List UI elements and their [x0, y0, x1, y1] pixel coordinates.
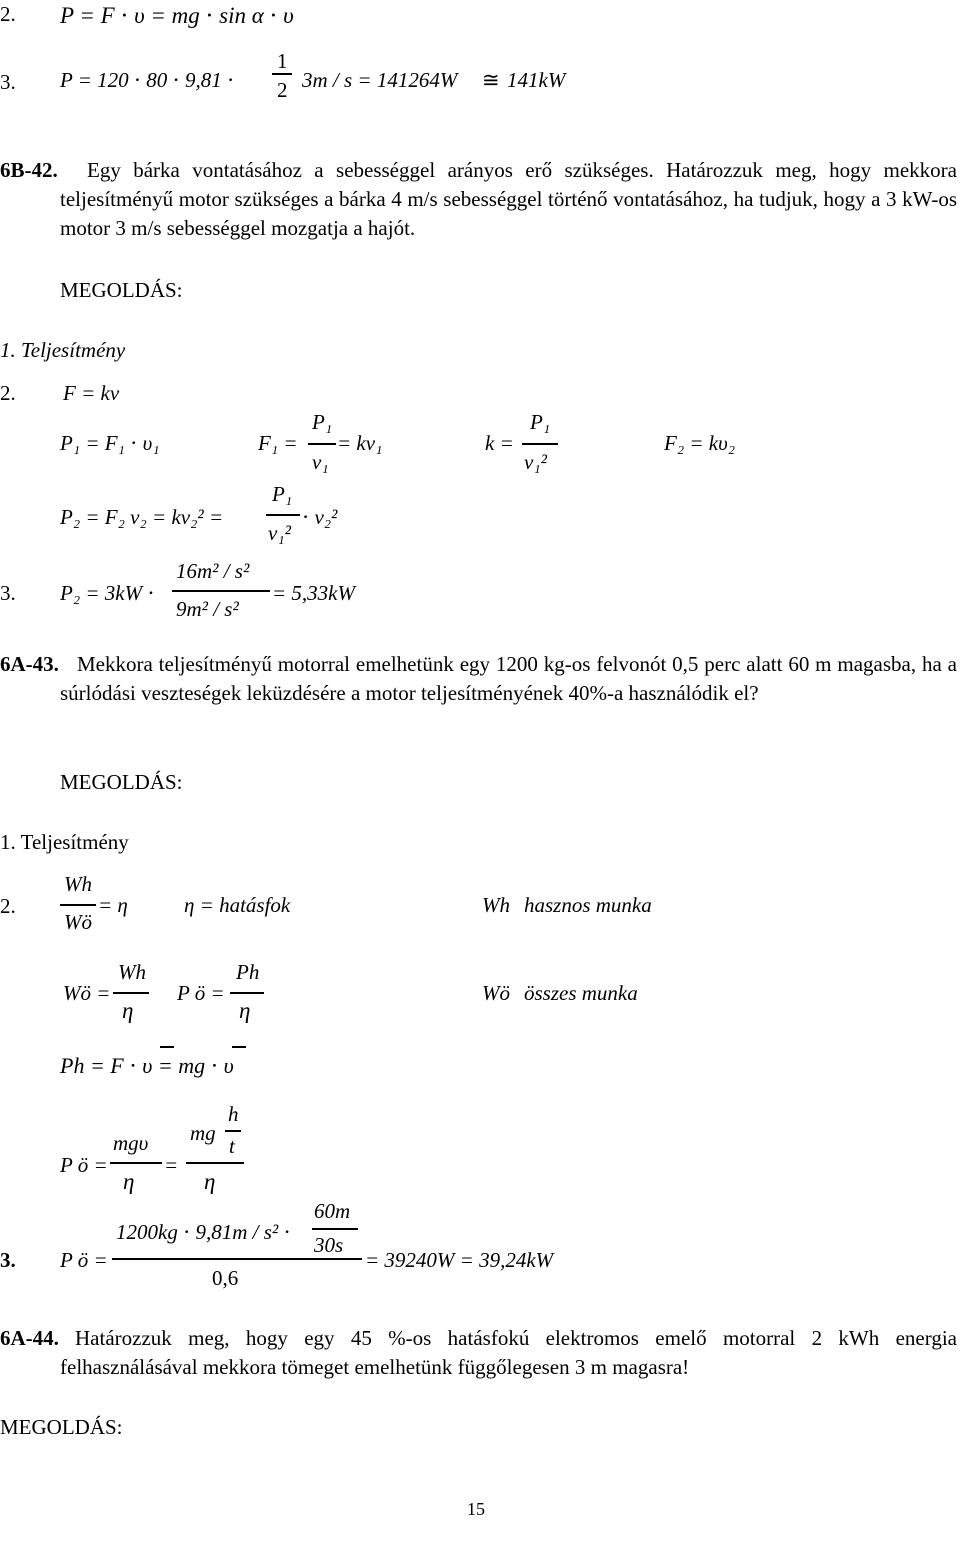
inner-fraction-numerator: h — [228, 1102, 239, 1126]
fraction-bar — [172, 590, 270, 592]
problem-id: 6A-44. — [0, 1326, 59, 1350]
item-number: 3. — [0, 70, 16, 94]
item-number: 2. — [0, 894, 16, 918]
overline-mark — [160, 1046, 174, 1048]
fraction-bar — [112, 1258, 362, 1260]
fraction-numerator: P₁ — [272, 482, 293, 506]
eq-k-lhs: k = — [485, 431, 514, 455]
fraction-numerator: mg — [190, 1121, 216, 1145]
overline-mark — [232, 1046, 246, 1048]
inner-fraction-numerator: 60m — [314, 1199, 351, 1223]
wo-symbol: Wö — [482, 981, 510, 1005]
fraction-bar — [272, 73, 292, 75]
fraction-denominator: η — [123, 1169, 135, 1194]
inner-fraction-denominator: 30s — [314, 1233, 344, 1257]
solution-label: MEGOLDÁS: — [0, 1415, 123, 1439]
problem-text: Egy bárka vontatásához a sebességgel arányos erő szükséges. Határozzuk meg, hogy mekkora teljesítményű motor szükséges a bárka 4 m/s sebességgel történő vontatásához, ha tudjuk, hogy a 3 kW-os motor 3 m/s sebességgel mozgatja a hajót. — [60, 158, 957, 240]
fraction-numerator: Wh — [64, 872, 92, 896]
fraction-numerator: P₁ — [530, 410, 551, 434]
fraction-numerator: 16m² / s² — [176, 559, 250, 583]
fraction-denominator: η — [122, 998, 134, 1023]
po2-lhs: P ö = — [60, 1153, 108, 1177]
power-result: 141kW — [507, 68, 566, 92]
eq-p2-lhs: P₂ = F₂ v₂ = kv₂² = — [60, 505, 224, 529]
item-number: 3. — [0, 581, 16, 605]
fraction-denominator: v₁ — [312, 450, 329, 474]
fraction-bar — [110, 1162, 162, 1164]
power-formula: P = F ⋅ υ = mg ⋅ sin α ⋅ υ — [60, 3, 294, 28]
eq-p1: P₁ = F₁ ⋅ υ₁ — [60, 431, 160, 455]
fraction-denominator: v₁² — [268, 521, 291, 545]
equals-sign: = — [164, 1153, 179, 1177]
eta-equation: = η — [98, 893, 128, 917]
wo-definition: összes munka — [524, 981, 638, 1005]
eta-definition: η = hatásfok — [184, 893, 291, 917]
step3-lhs: P ö = — [60, 1248, 108, 1272]
page-number: 15 — [467, 1499, 485, 1519]
eq-p2-rhs: ⋅ v₂² — [302, 505, 338, 529]
fraction-bar — [308, 443, 336, 445]
fraction-denominator: η — [239, 998, 251, 1023]
item-number: 2. — [0, 381, 16, 405]
step-1: 1. Teljesítmény — [0, 338, 126, 362]
fraction-bar — [225, 1130, 241, 1132]
power-calc-rhs: 3m / s = 141264W — [302, 68, 458, 92]
fraction-bar — [113, 992, 149, 994]
step3-rhs: = 5,33kW — [272, 581, 355, 605]
wh-symbol: Wh — [482, 893, 510, 917]
po-lhs: P ö = — [177, 981, 225, 1005]
eq-f2: F₂ = kυ₂ — [664, 431, 736, 455]
fraction-numerator: Ph — [236, 960, 260, 984]
fraction-bar — [230, 992, 264, 994]
fraction-bar — [186, 1162, 244, 1164]
fraction-denominator: Wö — [64, 910, 92, 934]
approx-symbol: ≅ — [482, 68, 500, 92]
problem-text: Határozzuk meg, hogy egy 45 %-os hatásfokú elektromos emelő motorral 2 kWh energia felhasználásával mekkora tömeget emelhetünk függőlegesen 3 m magasra! — [60, 1326, 957, 1379]
problem-id: 6A-43. — [0, 652, 59, 676]
item-number: 3. — [0, 1248, 16, 1272]
fraction-denominator: η — [204, 1169, 216, 1194]
fraction-denominator: v₁² — [524, 450, 547, 474]
inner-fraction-denominator: t — [229, 1134, 235, 1158]
fraction-numerator: Wh — [118, 960, 146, 984]
problem-id: 6B-42. — [0, 158, 58, 182]
fraction-bar — [266, 514, 300, 516]
ph-formula: Ph = F ⋅ υ = mg ⋅ υ — [60, 1053, 234, 1078]
eq-f1-rhs: = kv₁ — [337, 431, 383, 455]
solution-label: MEGOLDÁS: — [60, 770, 183, 794]
fraction-numerator: 1 — [277, 49, 288, 73]
item-number: 2. — [0, 2, 16, 26]
fraction-bar — [522, 443, 558, 445]
fraction-numerator: mgυ — [113, 1131, 149, 1155]
fraction-bar — [60, 904, 96, 906]
fraction-numerator: P₁ — [312, 410, 333, 434]
wh-definition: hasznos munka — [524, 893, 652, 917]
fraction-denominator: 0,6 — [212, 1266, 239, 1290]
wo-lhs: Wö = — [63, 981, 111, 1005]
step3-rhs: = 39240W = 39,24kW — [365, 1248, 554, 1272]
force-formula: F = kv — [63, 381, 120, 405]
fraction-numerator: 1200kg ⋅ 9,81m / s² ⋅ — [116, 1220, 291, 1244]
problem-text: Mekkora teljesítményű motorral emelhetünk egy 1200 kg-os felvonót 0,5 perc alatt 60 m magasba, ha a súrlódási veszteségek leküzdésére a motor teljesítményének 40%-a használódik el? — [60, 652, 957, 705]
fraction-denominator: 2 — [277, 78, 288, 102]
solution-label: MEGOLDÁS: — [60, 278, 183, 302]
step3-lhs: P₂ = 3kW ⋅ — [60, 581, 155, 605]
step-1: 1. Teljesítmény — [0, 830, 129, 854]
power-calc-lhs: P = 120 ⋅ 80 ⋅ 9,81 ⋅ — [60, 68, 235, 92]
eq-f1-lhs: F₁ = — [258, 431, 298, 455]
fraction-bar — [312, 1228, 358, 1230]
fraction-denominator: 9m² / s² — [176, 597, 239, 621]
